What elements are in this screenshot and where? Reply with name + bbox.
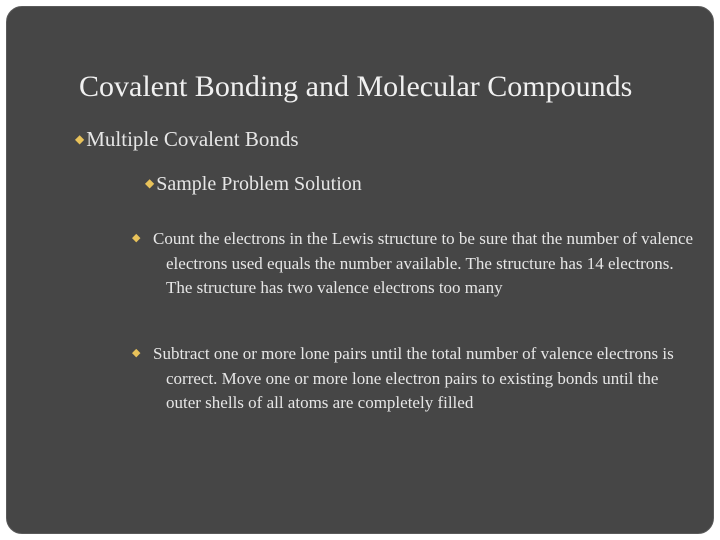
slide-title: Covalent Bonding and Molecular Compounds bbox=[79, 70, 633, 103]
bullet-level1 bbox=[75, 127, 299, 152]
paragraph-text: Subtract one or more lone pairs until the total number of valence electrons is correct. Move one or more lone electron pairs to existing bonds until the outer shells of all atoms are completely filled bbox=[153, 344, 674, 413]
bullet-icon: ◆ bbox=[145, 175, 155, 190]
paragraph-text: Count the electrons in the Lewis structure to be sure that the number of valence electrons used equals the number available. The structure has 14 electrons. The structure has two valence electrons too many bbox=[153, 229, 694, 298]
slide bbox=[6, 6, 714, 534]
bullet-level1-text: Multiple Covalent Bonds bbox=[86, 127, 299, 151]
bullet-level3-paragraph: ◆ Count the electrons in the Lewis structure to be sure that the number of valence electrons used equals the number available. The structure has 14 electrons. The structure has two valence electrons too many bbox=[132, 229, 694, 298]
bullet-level2-text: Sample Problem Solution bbox=[156, 173, 362, 195]
bullet-level2 bbox=[145, 173, 362, 196]
bullet-icon: ◆ bbox=[75, 131, 85, 146]
bullet-level3-paragraph: ◆ Subtract one or more lone pairs until the total number of valence electrons is correct. Move one or more lone electron pairs to existing bonds until the outer shells of all atoms are completely filled bbox=[132, 344, 674, 413]
